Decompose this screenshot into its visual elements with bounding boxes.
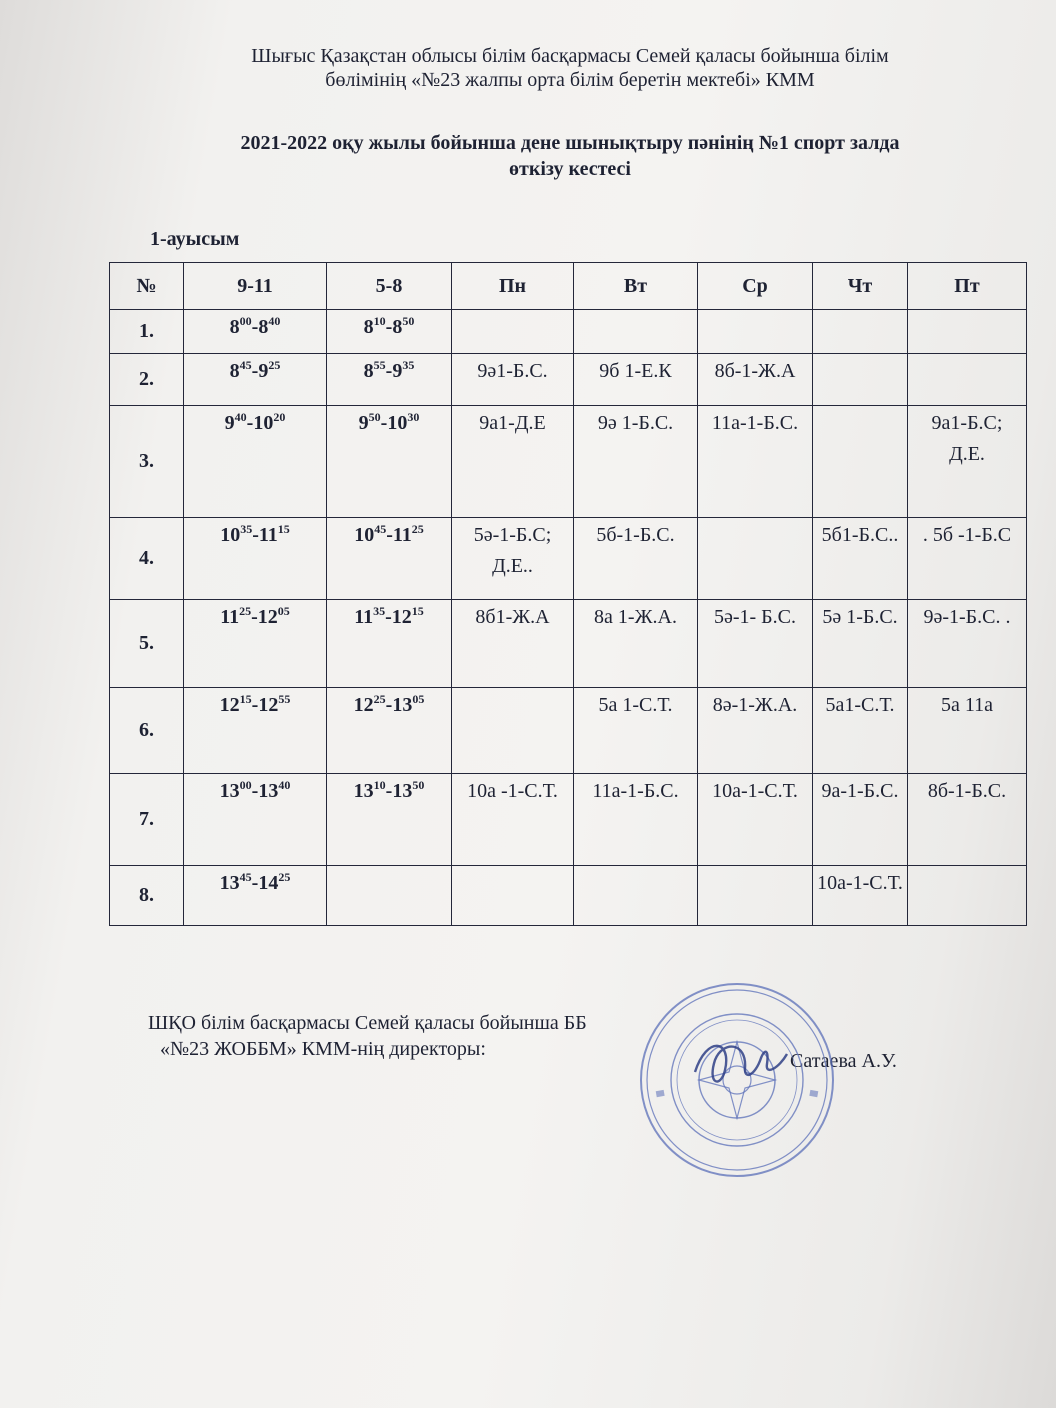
time-9-11: $12^{15}-12^{55}$ <box>184 688 327 774</box>
time-5-8: $12^{25}-13^{05}$ <box>327 688 452 774</box>
lesson-cell-thu: 5а1-С.Т. <box>813 688 908 774</box>
lesson-cell-mon <box>452 866 574 926</box>
lesson-cell-fri <box>908 354 1027 406</box>
lesson-cell-tue: 5а 1-С.Т. <box>574 688 698 774</box>
lesson-cell-thu: 10а-1-С.Т. <box>813 866 908 926</box>
director-name: Сатаева А.У. <box>790 1050 897 1072</box>
lesson-cell-tue <box>574 310 698 354</box>
column-header: 9-11 <box>184 263 327 310</box>
column-header: Ср <box>698 263 813 310</box>
time-5-8: $11^{35}-12^{15}$ <box>327 600 452 688</box>
lesson-cell-fri: 8б-1-Б.С. <box>908 774 1027 866</box>
lesson-cell-wed: 10а-1-С.Т. <box>698 774 813 866</box>
lesson-cell-thu <box>813 406 908 518</box>
document-title <box>120 130 1020 182</box>
time-9-11: $13^{45}-14^{25}$ <box>184 866 327 926</box>
table-row <box>110 600 1027 688</box>
title-line2: өткізу кестесі <box>509 158 631 180</box>
table-header-row <box>110 263 1027 310</box>
title-line1: 2021-2022 оқу жылы бойынша дене шынықтыру пәнінің №1 спорт залда <box>240 132 900 154</box>
time-9-11: $10^{35}-11^{15}$ <box>184 518 327 600</box>
org-name-line2: бөлімінің «№23 жалпы орта білім беретін мектебі» КММ <box>325 69 815 91</box>
shift-label: 1-ауысым <box>150 228 240 250</box>
lesson-cell-tue: 5б-1-Б.С. <box>574 518 698 600</box>
lesson-cell-fri <box>908 866 1027 926</box>
lesson-cell-wed <box>698 310 813 354</box>
row-number: 6. <box>110 688 184 774</box>
lesson-cell-wed: 11а-1-Б.С. <box>698 406 813 518</box>
lesson-cell-mon: 10а -1-С.Т. <box>452 774 574 866</box>
time-9-11: $9^{40}-10^{20}$ <box>184 406 327 518</box>
lesson-cell-fri: . 5б -1-Б.С <box>908 518 1027 600</box>
row-number: 8. <box>110 866 184 926</box>
lesson-cell-tue <box>574 866 698 926</box>
lesson-cell-mon: 5ә-1-Б.С; Д.Е.. <box>452 518 574 600</box>
time-5-8: $8^{10}-8^{50}$ <box>327 310 452 354</box>
lesson-cell-wed: 5ә-1- Б.С. <box>698 600 813 688</box>
lesson-cell-tue: 9б 1-Е.К <box>574 354 698 406</box>
footer-line2: «№23 ЖОББМ» КММ-нің директоры: <box>160 1038 486 1060</box>
time-9-11: $8^{45}-9^{25}$ <box>184 354 327 406</box>
table-row <box>110 866 1027 926</box>
row-number: 7. <box>110 774 184 866</box>
lesson-cell-tue: 8а 1-Ж.А. <box>574 600 698 688</box>
time-5-8: $10^{45}-11^{25}$ <box>327 518 452 600</box>
row-number: 1. <box>110 310 184 354</box>
row-number: 4. <box>110 518 184 600</box>
time-5-8: $9^{50}-10^{30}$ <box>327 406 452 518</box>
row-number: 3. <box>110 406 184 518</box>
table-row <box>110 688 1027 774</box>
time-5-8 <box>327 866 452 926</box>
schedule-table <box>109 262 1027 926</box>
lesson-cell-mon <box>452 310 574 354</box>
lesson-cell-mon: 9ә1-Б.С. <box>452 354 574 406</box>
table-row <box>110 310 1027 354</box>
lesson-cell-fri: 9а1-Б.С; Д.Е. <box>908 406 1027 518</box>
official-seal-icon <box>637 980 837 1180</box>
lesson-cell-thu <box>813 310 908 354</box>
table-row <box>110 354 1027 406</box>
time-9-11: $8^{00}-8^{40}$ <box>184 310 327 354</box>
table-row <box>110 518 1027 600</box>
document-header <box>120 44 1020 92</box>
time-9-11: $11^{25}-12^{05}$ <box>184 600 327 688</box>
row-number: 2. <box>110 354 184 406</box>
table-row <box>110 406 1027 518</box>
lesson-cell-wed: 8б-1-Ж.А <box>698 354 813 406</box>
column-header: Пн <box>452 263 574 310</box>
column-header: Пт <box>908 263 1027 310</box>
column-header: 5-8 <box>327 263 452 310</box>
lesson-cell-mon <box>452 688 574 774</box>
lesson-cell-fri: 5а 11а <box>908 688 1027 774</box>
lesson-cell-thu <box>813 354 908 406</box>
time-5-8: $13^{10}-13^{50}$ <box>327 774 452 866</box>
lesson-cell-tue: 11а-1-Б.С. <box>574 774 698 866</box>
schedule-body <box>110 310 1027 926</box>
lesson-cell-thu: 9а-1-Б.С. <box>813 774 908 866</box>
lesson-cell-thu: 5ә 1-Б.С. <box>813 600 908 688</box>
signature-block <box>148 1010 587 1062</box>
lesson-cell-wed <box>698 866 813 926</box>
column-header: Чт <box>813 263 908 310</box>
column-header: Вт <box>574 263 698 310</box>
lesson-cell-wed <box>698 518 813 600</box>
lesson-cell-mon: 8б1-Ж.А <box>452 600 574 688</box>
lesson-cell-fri <box>908 310 1027 354</box>
org-name-line1: Шығыс Қазақстан облысы білім басқармасы Семей қаласы бойынша білім <box>251 45 889 67</box>
lesson-cell-mon: 9а1-Д.Е <box>452 406 574 518</box>
table-row <box>110 774 1027 866</box>
lesson-cell-tue: 9ә 1-Б.С. <box>574 406 698 518</box>
column-header: № <box>110 263 184 310</box>
footer-line1: ШҚО білім басқармасы Семей қаласы бойынша ББ <box>148 1012 587 1034</box>
time-5-8: $8^{55}-9^{35}$ <box>327 354 452 406</box>
lesson-cell-wed: 8ә-1-Ж.А. <box>698 688 813 774</box>
time-9-11: $13^{00}-13^{40}$ <box>184 774 327 866</box>
lesson-cell-fri: 9ә-1-Б.С. . <box>908 600 1027 688</box>
row-number: 5. <box>110 600 184 688</box>
signature-icon <box>695 1046 787 1082</box>
lesson-cell-thu: 5б1-Б.С.. <box>813 518 908 600</box>
